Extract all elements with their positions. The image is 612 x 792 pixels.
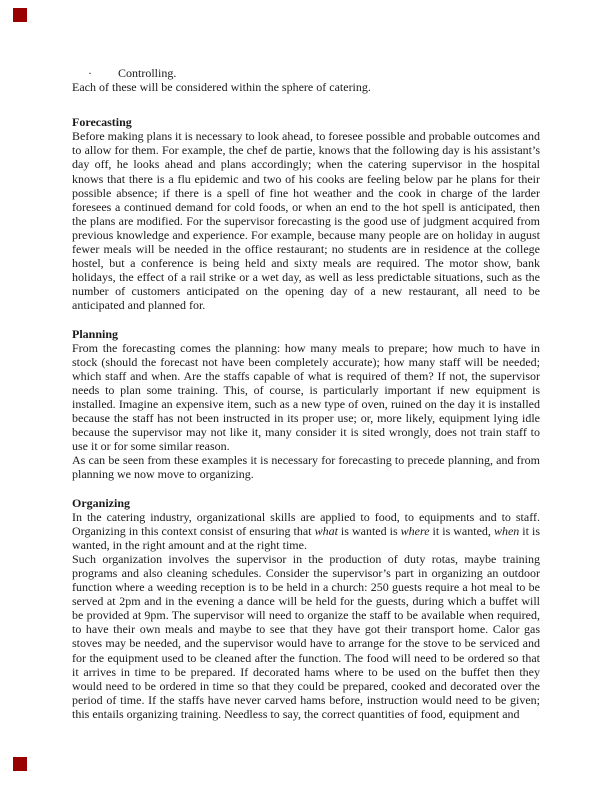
text-segment: it is wanted, bbox=[429, 523, 494, 538]
text-segment: is wanted is bbox=[337, 523, 401, 538]
intro-sentence: Each of these will be considered within the sphere of catering. bbox=[72, 80, 371, 95]
body-paragraph bbox=[72, 129, 540, 312]
bullet-dot-icon: · bbox=[88, 66, 92, 80]
text-segment: In the catering industry, organizational skills are applied to food, to equipments and to staff. Organizing in this context consist of ensuring that bbox=[72, 509, 540, 538]
body-paragraph bbox=[72, 510, 540, 552]
bullet-item-label: Controlling. bbox=[118, 66, 177, 80]
page-corner-marker-top bbox=[13, 8, 27, 22]
italic-text-segment: what bbox=[314, 523, 338, 538]
section-heading-planning: Planning bbox=[72, 326, 119, 341]
text-segment: As can be seen from these examples it is necessary for forecasting to precede planning, and from planning we now move to organizing. bbox=[72, 453, 540, 482]
text-segment: it is wanted, in the right amount and at the right time. bbox=[72, 523, 540, 552]
body-paragraph bbox=[72, 552, 540, 721]
section-heading-forecasting: Forecasting bbox=[72, 115, 132, 130]
text-segment: From the forecasting comes the planning: how many meals to prepare; how much to have in stock (should the forecast not have been completely accurate); how many staff will be needed; which staff and when. Are the staffs capable of what is required of them? If not, the supervisor needs to plan some training. This, of course, is particularly important if new equipment is installed. Imagine an expensive item, such as a new type of oven, ruined on the day it is installed because the staff has not been instructed in its proper use; or, more likely, equipment lying idle because the supervisor may not like it, many consider it is sited wrongly, does not train staff to use it or for some similar reason. bbox=[72, 340, 540, 454]
italic-text-segment: when bbox=[493, 523, 520, 538]
body-paragraph bbox=[72, 453, 540, 481]
page-corner-marker-bottom bbox=[13, 757, 27, 771]
section-heading-organizing: Organizing bbox=[72, 495, 131, 510]
body-paragraph bbox=[72, 341, 540, 454]
italic-text-segment: where bbox=[400, 523, 430, 538]
bullet-list-item bbox=[72, 66, 540, 80]
text-block bbox=[72, 66, 540, 721]
sections-container bbox=[72, 115, 540, 721]
text-segment: Such organization involves the supervisor in the production of duty rotas, maybe training programs and also cleaning schedules. Consider the supervisor’s part in organizing an outdoor function where a weeding reception is to be held in a church: 250 guests require a hot meal to be served at 2pm and in the evening a dance will be held for the guests, during which a buffet will be provided at 9pm. The supervisor will need to organize the staff to be available when required, to have their own meals and maybe to see that they have got their transport home. Calor gas stoves may be needed, and the supervisor would have to arrange for the stove to be serviced and for the equipment used to be cleaned after the function. The food will need to be ordered so that it arrives in time to be prepared. If decorated hams where to be used on the buffet then they would need to be ordered in time so that they could be prepared, cooked and decorated over the period of time. If the staffs have never carved hams before, instruction would need to be given; this entails organizing training. Needless to say, the correct quantities of food, equipment and bbox=[72, 551, 540, 721]
text-segment: Before making plans it is necessary to look ahead, to foresee possible and probable outcomes and to allow for them. For example, the chef de partie, knows that the following day is his assistant’s day off, he looks ahead and plans accordingly; when the catering supervisor in the hospital knows that there is a flu epidemic and two of his cooks are feeling below par he plans for their possible absence; if there is a spell of fine hot weather and the cook in charge of the larder foresees a continued demand for cold foods, or when an end to the hot spell is anticipated, then the plans are modified. For the supervisor forecasting is the good use of judgment acquired from previous knowledge and experience. For example, because many people are on holiday in august fewer meals will be needed in the office restaurant; no students are in residence at the college hostel, but a conference is being held and sixty meals are required. The motor show, bank holidays, the effect of a rail strike or a wet day, as well as less predictable situations, such as the number of customers anticipated on the opening day of a new restaurant, all need to be anticipated and planned for. bbox=[72, 129, 540, 313]
